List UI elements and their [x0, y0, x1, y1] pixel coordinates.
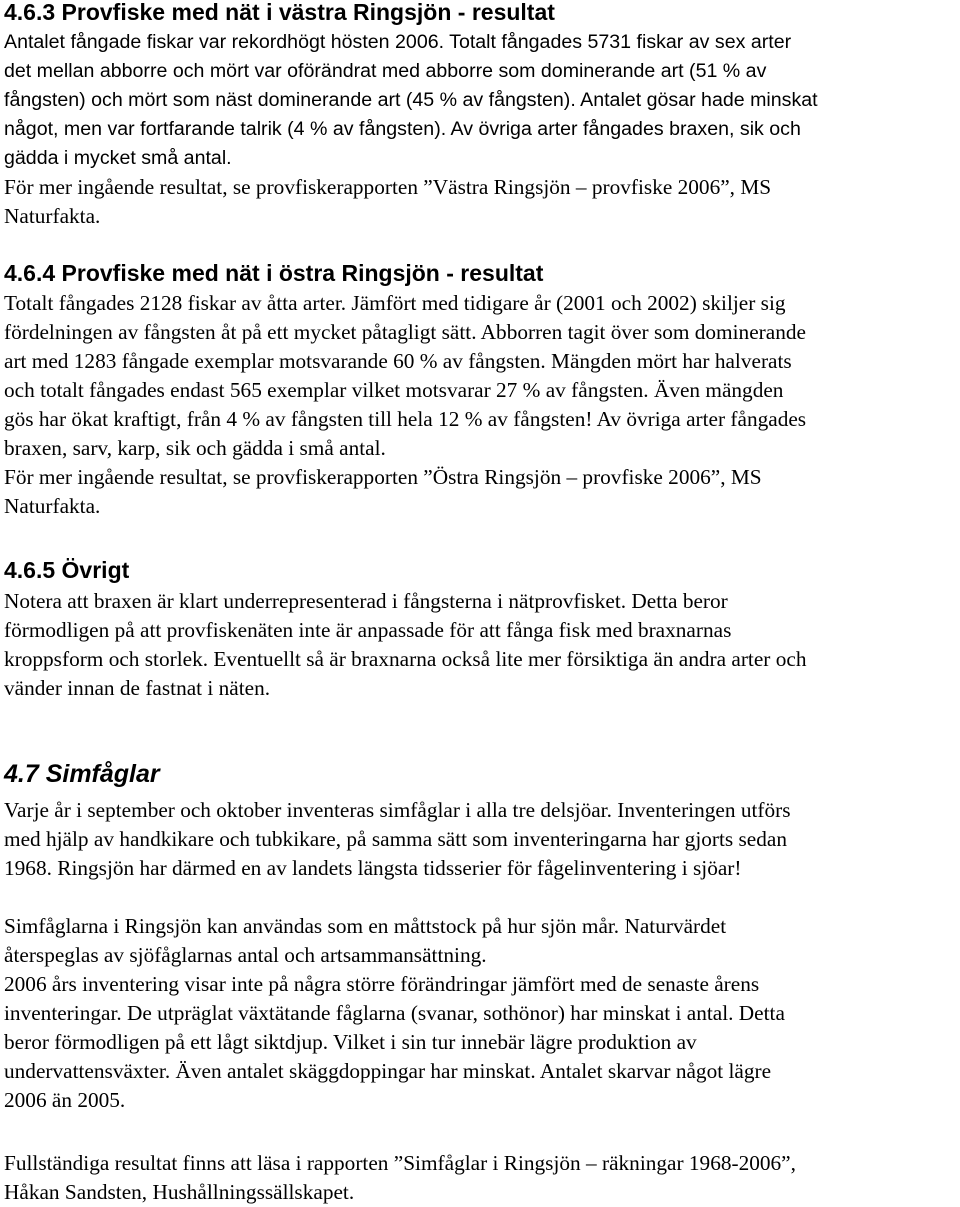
body-line: Håkan Sandsten, Hushållningssällskapet. [4, 1180, 355, 1204]
section-heading-4-6-3: 4.6.3 Provfiske med nät i västra Ringsjön - resultat [4, 0, 555, 25]
body-line: fångsten) och mört som näst dominerande art (45 % av fångsten). Antalet gösar hade minskat [4, 89, 818, 111]
body-line: gädda i mycket små antal. [4, 147, 232, 169]
section-body-4-6-5 [4, 587, 806, 703]
body-line: För mer ingående resultat, se provfiskerapporten ”Västra Ringsjön – provfiske 2006”, MS [4, 175, 772, 199]
body-line: Totalt fångades 2128 fiskar av åtta arter. Jämfört med tidigare år (2001 och 2002) skiljer sig [4, 291, 786, 315]
body-line: förmodligen på att provfiskenäten inte är anpassade för att fånga fisk med braxnarnas [4, 618, 732, 642]
section-body-4-7-para1 [4, 796, 791, 883]
body-line: återspeglas av sjöfåglarnas antal och artsammansättning. [4, 943, 487, 967]
body-line: 1968. Ringsjön har därmed en av landets längsta tidsserier för fågelinventering i sjöar! [4, 856, 742, 880]
body-line: kroppsform och storlek. Eventuellt så är braxnarna också lite mer försiktiga än andra arter och [4, 647, 807, 671]
body-line: inventeringar. De utpräglat växtätande fåglarna (svanar, sothönor) har minskat i antal. Detta [4, 1001, 785, 1025]
body-line: undervattensväxter. Även antalet skäggdoppingar har minskat. Antalet skarvar något lägre [4, 1059, 772, 1083]
body-line: något, men var fortfarande talrik (4 % av fångsten). Av övriga arter fångades braxen, sik och [4, 118, 801, 140]
body-line: Varje år i september och oktober inventeras simfåglar i alla tre delsjöar. Inventeringen utförs [4, 798, 791, 822]
body-line: 2006 års inventering visar inte på några större förändringar jämfört med de senaste årens [4, 972, 760, 996]
body-line: och totalt fångades endast 565 exemplar vilket motsvarar 27 % av fångsten. Även mängden [4, 378, 784, 402]
body-line: vänder innan de fastnat i näten. [4, 676, 271, 700]
body-line: fördelningen av fångsten åt på ett mycket påtagligt sätt. Abborren tagit över som dominerande [4, 320, 806, 344]
section-body-4-7-para2 [4, 912, 785, 1115]
body-line: med hjälp av handkikare och tubkikare, på samma sätt som inventeringarna har gjorts sedan [4, 827, 788, 851]
section-heading-4-7: 4.7 Simfåglar [4, 760, 160, 788]
body-line: 2006 än 2005. [4, 1088, 126, 1112]
body-line: För mer ingående resultat, se provfiskerapporten ”Östra Ringsjön – provfiske 2006”, MS [4, 465, 762, 489]
body-line: art med 1283 fångade exemplar motsvarande 60 % av fångsten. Mängden mört har halverats [4, 349, 792, 373]
section-body-4-6-4 [4, 289, 806, 521]
body-line: gös har ökat kraftigt, från 4 % av fångsten till hela 12 % av fångsten! Av övriga arter fångades [4, 407, 807, 431]
body-line: Simfåglarna i Ringsjön kan användas som en måttstock på hur sjön mår. Naturvärdet [4, 914, 727, 938]
body-line: Fullständiga resultat finns att läsa i rapporten ”Simfåglar i Ringsjön – räkningar 1968-2006”, [4, 1151, 796, 1175]
section-heading-4-6-4: 4.6.4 Provfiske med nät i östra Ringsjön - resultat [4, 260, 544, 286]
section-body-4-6-3 [4, 28, 818, 231]
body-line: Naturfakta. [4, 204, 101, 228]
body-line: Notera att braxen är klart underrepresenterad i fångsterna i nätprovfisket. Detta beror [4, 589, 728, 613]
section-body-4-7-para3 [4, 1149, 796, 1207]
body-line: Naturfakta. [4, 494, 101, 518]
body-line: Antalet fångade fiskar var rekordhögt hösten 2006. Totalt fångades 5731 fiskar av sex arter [4, 31, 792, 53]
body-line: beror förmodligen på ett lågt siktdjup. Vilket i sin tur innebär lägre produktion av [4, 1030, 697, 1054]
section-heading-4-6-5: 4.6.5 Övrigt [4, 557, 130, 583]
body-line: braxen, sarv, karp, sik och gädda i små antal. [4, 436, 386, 460]
body-line: det mellan abborre och mört var oförändrat med abborre som dominerande art (51 % av [4, 60, 767, 82]
